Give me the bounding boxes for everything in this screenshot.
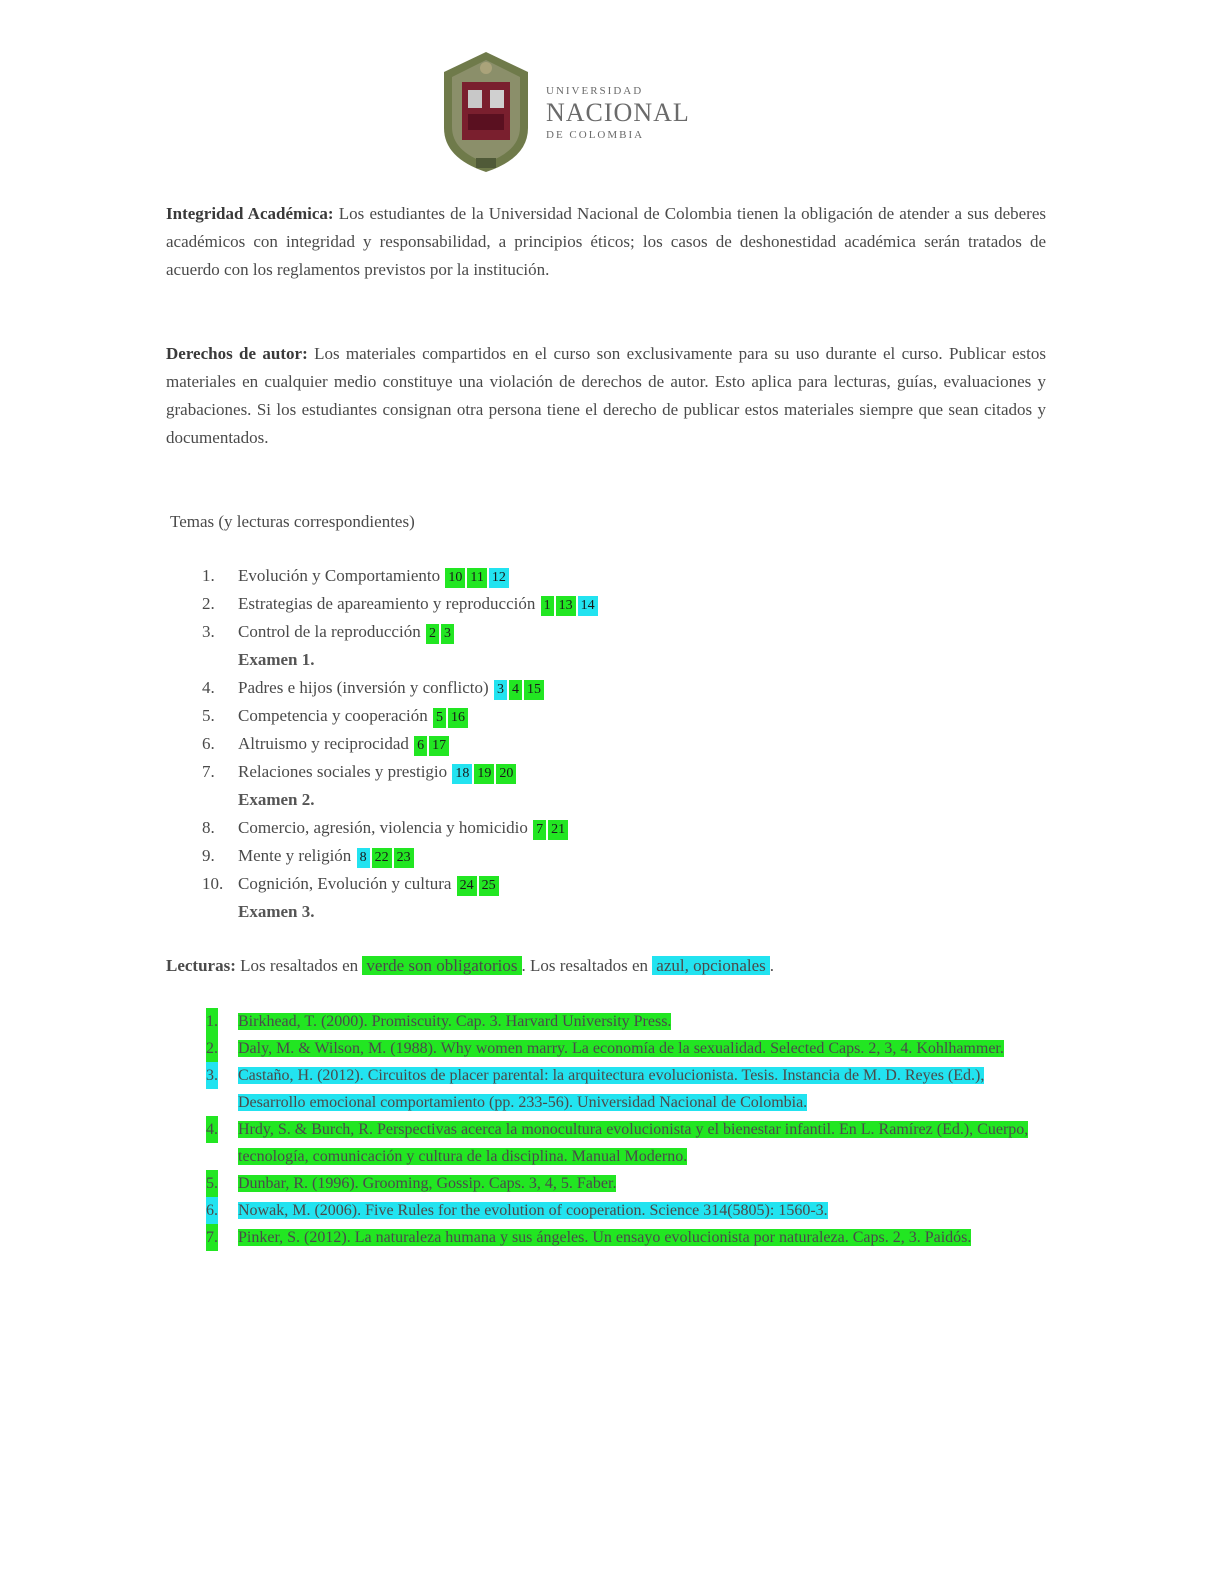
reference-text: Pinker, S. (2012). La naturaleza humana y sus ángeles. Un ensayo evolucionista por naturaleza. Caps. 2, 3. Paidós. <box>238 1229 972 1246</box>
topic-number: 6. <box>202 734 215 753</box>
university-seal-icon <box>438 50 534 174</box>
logo-line-2: NACIONAL <box>546 98 690 127</box>
topic-label: Mente y religión <box>238 846 356 865</box>
topic-label: Padres e hijos (inversión y conflicto) <box>238 678 493 697</box>
reference-item <box>204 1062 1040 1116</box>
university-logo <box>438 50 728 174</box>
topic-label: Altruismo y reciprocidad <box>238 734 414 753</box>
reading-tag: 22 <box>372 848 392 868</box>
reference-number: 7. <box>206 1224 218 1251</box>
reading-tag: 18 <box>452 764 472 784</box>
logo-line-3: DE COLOMBIA <box>546 129 645 141</box>
reference-text: Nowak, M. (2006). Five Rules for the evolution of cooperation. Science 314(5805): 1560-3. <box>238 1202 828 1219</box>
topics-title: Temas (y lecturas correspondientes) <box>170 512 415 531</box>
reading-tag: 3 <box>494 680 507 700</box>
topic-number: 3. <box>202 622 215 641</box>
reading-tag: 17 <box>429 736 449 756</box>
reference-item <box>204 1197 1040 1224</box>
reading-tag: 12 <box>489 568 509 588</box>
readings-heading: Lecturas: <box>166 956 236 975</box>
topic-number: 8. <box>202 818 215 837</box>
copyright-paragraph <box>166 340 1046 452</box>
topic-label: Cognición, Evolución y cultura <box>238 874 456 893</box>
reading-tag: 13 <box>556 596 576 616</box>
reference-number: 4. <box>206 1116 218 1143</box>
reading-tag: 16 <box>448 708 468 728</box>
topic-item <box>166 870 1046 898</box>
reference-number: 6. <box>206 1197 218 1224</box>
reference-item <box>204 1035 1040 1062</box>
reading-tag: 19 <box>474 764 494 784</box>
reference-text: Dunbar, R. (1996). Grooming, Gossip. Caps. 3, 4, 5. Faber. <box>238 1175 617 1192</box>
reading-tag: 14 <box>578 596 598 616</box>
topic-item <box>166 562 1046 590</box>
reading-tag: 1 <box>541 596 554 616</box>
exam-marker: Examen 1. <box>238 650 315 669</box>
topic-item <box>166 814 1046 842</box>
topic-item <box>166 590 1046 618</box>
topic-label: Evolución y Comportamiento <box>238 566 445 585</box>
logo-line-1: UNIVERSIDAD <box>546 85 644 97</box>
readings-intro: Los resaltados en <box>240 956 359 975</box>
topic-item <box>166 674 1046 702</box>
topic-number: 7. <box>202 762 215 781</box>
reading-tag: 11 <box>467 568 486 588</box>
reference-number: 2. <box>206 1035 218 1062</box>
reading-tag: 24 <box>457 876 477 896</box>
readings-end: . <box>769 956 775 975</box>
reading-tag: 10 <box>445 568 465 588</box>
reference-item <box>204 1224 1040 1251</box>
topic-item <box>166 618 1046 646</box>
reading-tag: 25 <box>479 876 499 896</box>
topic-number: 1. <box>202 566 215 585</box>
reference-item <box>204 1170 1040 1197</box>
required-highlight: verde son obligatorios <box>362 956 521 975</box>
optional-highlight: azul, opcionales <box>652 956 770 975</box>
topics-list <box>166 562 1046 926</box>
reading-tag: 5 <box>433 708 446 728</box>
readings-middle: . Los resaltados en <box>521 956 649 975</box>
readings-legend <box>166 952 774 980</box>
references-list <box>204 1008 1040 1251</box>
topic-number: 2. <box>202 594 215 613</box>
integrity-paragraph <box>166 200 1046 284</box>
topic-label: Estrategias de apareamiento y reproducción <box>238 594 540 613</box>
copyright-body: Los materiales compartidos en el curso son exclusivamente para su uso durante el curso. Publicar estos materiales en cualquier medio constituye una violación de derechos de autor. Esto aplica para lecturas, guías, evaluaciones y grabaciones. Si los estudiantes consignan otra persona tiene el derecho de publicar estos materiales siempre que sean citados y documentados. <box>166 344 1047 447</box>
reference-item <box>204 1116 1040 1170</box>
reading-tag: 3 <box>441 624 454 644</box>
topic-number: 9. <box>202 846 215 865</box>
exam-marker: Examen 3. <box>238 902 315 921</box>
reference-text: Hrdy, S. & Burch, R. Perspectivas acerca la monocultura evolucionista y el bienestar infantil. En L. Ramírez (Ed.), Cuerpo, tecnología, comunicación y cultura de la disciplina. Manual Moderno. <box>238 1121 1029 1165</box>
reference-text: Daly, M. & Wilson, M. (1988). Why women marry. La economía de la sexualidad. Selected Caps. 2, 3, 4. Kohlhammer. <box>238 1040 1004 1057</box>
reading-tag: 4 <box>509 680 522 700</box>
topic-item <box>166 730 1046 758</box>
reading-tag: 20 <box>496 764 516 784</box>
copyright-heading: Derechos de autor: <box>166 344 308 363</box>
topic-item <box>166 842 1046 870</box>
reference-item <box>204 1008 1040 1035</box>
reference-number: 3. <box>206 1062 218 1089</box>
topic-item <box>166 702 1046 730</box>
reference-number: 1. <box>206 1008 218 1035</box>
topic-item <box>166 758 1046 786</box>
reading-tag: 23 <box>394 848 414 868</box>
reading-tag: 15 <box>524 680 544 700</box>
reference-number: 5. <box>206 1170 218 1197</box>
reference-text: Birkhead, T. (2000). Promiscuity. Cap. 3. Harvard University Press. <box>238 1013 672 1030</box>
reading-tag: 21 <box>548 820 568 840</box>
topic-label: Control de la reproducción <box>238 622 425 641</box>
reading-tag: 6 <box>414 736 427 756</box>
topic-number: 5. <box>202 706 215 725</box>
reading-tag: 2 <box>426 624 439 644</box>
reference-text: Castaño, H. (2012). Circuitos de placer parental: la arquitectura evolucionista. Tesis. Instancia de M. D. Reyes (Ed.), Desarrollo emocional comportamiento (pp. 233-56). Universidad Nacional de Colombia. <box>238 1067 985 1111</box>
integrity-heading: Integridad Académica: <box>166 204 334 223</box>
topic-label: Relaciones sociales y prestigio <box>238 762 452 781</box>
exam-marker: Examen 2. <box>238 790 315 809</box>
logo-wordmark <box>546 84 726 142</box>
topic-label: Comercio, agresión, violencia y homicidio <box>238 818 533 837</box>
reading-tag: 8 <box>357 848 370 868</box>
topic-label: Competencia y cooperación <box>238 706 433 725</box>
topic-number: 4. <box>202 678 215 697</box>
reading-tag: 7 <box>533 820 546 840</box>
topic-number: 10. <box>202 874 224 893</box>
integrity-body: Los estudiantes de la Universidad Nacional de Colombia tienen la obligación de atender a sus deberes académicos con integridad y responsabilidad, a principios éticos; los casos de deshonestidad académica serán tratados de acuerdo con los reglamentos previstos por la institución. <box>166 204 1046 279</box>
